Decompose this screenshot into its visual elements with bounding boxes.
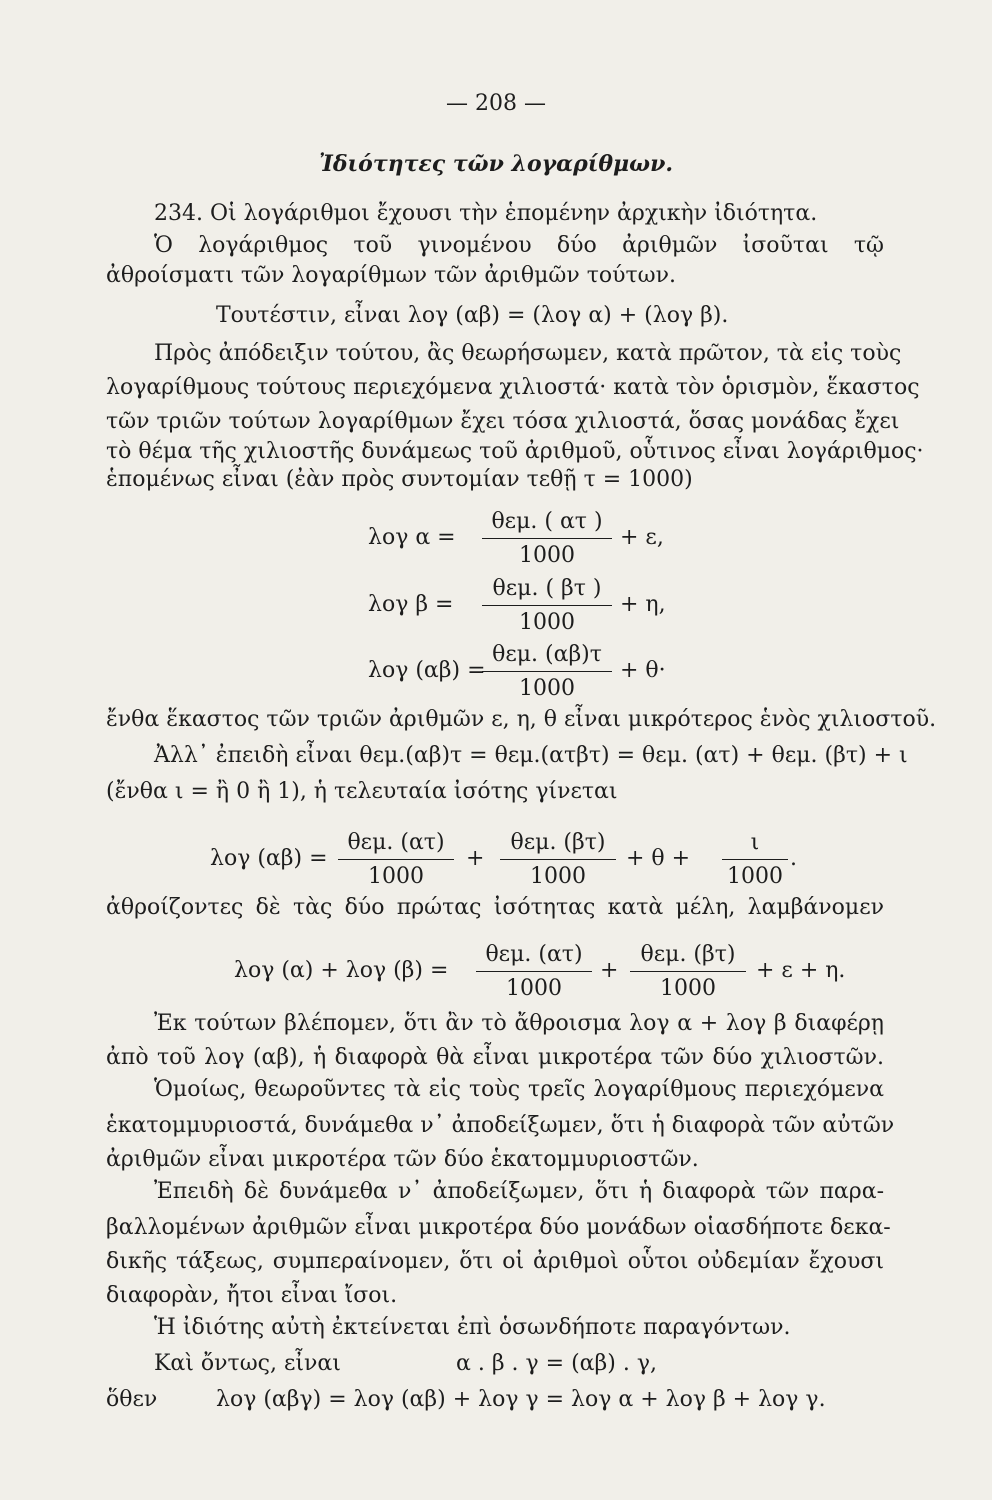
equation-2-numerator: θεμ. ( βτ ) [492, 576, 602, 601]
equation-4-fraction-2 [500, 829, 616, 891]
equation-5-end: + ε + η. [756, 958, 846, 983]
paragraph-234-line-3: ἀθροίσματι τῶν λογαρίθμων τῶν ἀριθμῶν τούτων. [106, 263, 676, 288]
similar-line-3: ἀριθμῶν εἶναι μικροτέρα τῶν δύο ἑκατομμυριοστῶν. [106, 1147, 699, 1172]
equation-1-numerator: θεμ. ( ατ ) [491, 509, 603, 534]
fraction-bar [482, 671, 612, 672]
equation-4-denominator-1: 1000 [368, 864, 424, 889]
equation-5-numerator-2: θεμ. (βτ) [640, 942, 736, 967]
equation-2-lhs: λογ β = [368, 592, 454, 617]
equation-2-fraction [482, 575, 612, 637]
equation-4-fraction-1 [338, 829, 454, 891]
equation-3-lhs: λογ (αβ) = [368, 658, 486, 683]
equation-4-end: . [790, 846, 797, 871]
equation-4-denominator-2: 1000 [530, 864, 586, 889]
equation-5-lhs: λογ (α) + λογ (β) = [234, 958, 449, 983]
proof-line-1: Πρὸς ἀπόδειξιν τούτου, ἂς θεωρήσωμεν, κατὰ πρῶτον, τὰ εἰς τοὺς [154, 341, 902, 366]
equation-3-denominator: 1000 [519, 676, 575, 701]
where-line-2: Ἀλλ᾽ ἐπειδὴ εἶναι θεμ.(αβ)τ = θεμ.(ατβτ) = θεμ. (ατ) + θεμ. (βτ) + ι [154, 743, 908, 768]
since-line-4: διαφορὰν, ἤτοι εἶναι ἴσοι. [106, 1283, 398, 1308]
fraction-bar [338, 859, 454, 860]
equation-4-numerator-3: ι [750, 830, 760, 855]
equation-4-numerator-2: θεμ. (βτ) [510, 830, 606, 855]
fraction-bar [476, 971, 592, 972]
equation-5-numerator-1: θεμ. (ατ) [485, 942, 583, 967]
fraction-bar [482, 605, 612, 606]
equation-4-lhs: λογ (αβ) = [210, 846, 328, 871]
proof-line-2: λογαρίθμους τούτους περιεχόμενα χιλιοστά· κατὰ τὸν ὁρισμὸν, ἕκαστος [106, 375, 920, 400]
section-heading: Ἰδιότητες τῶν λογαρίθμων. [318, 151, 673, 177]
similar-line-1: Ὁμοίως, θεωροῦντες τὰ εἰς τοὺς τρεῖς λογαρίθμους περιεχόμενα [154, 1077, 884, 1102]
fraction-bar [722, 859, 788, 860]
equation-4-fraction-3 [722, 829, 788, 891]
paragraph-234-line-2: Ὁ λογάριθμος τοῦ γινομένου δύο ἀριθμῶν ἰσοῦται τῷ [154, 233, 884, 258]
where-line-1: ἔνθα ἕκαστος τῶν τριῶν ἀριθμῶν ε, η, θ εἶναι μικρότερος ἑνὸς χιλιοστοῦ. [106, 707, 937, 732]
since-line-3: δικῆς τάξεως, συμπεραίνομεν, ὅτι οἱ ἀριθμοὶ οὗτοι οὐδεμίαν ἔχουσι [106, 1249, 884, 1274]
equation-3-rhs: + θ· [620, 658, 666, 683]
similar-line-2: ἑκατομμυριοστά, δυνάμεθα ν᾽ ἀποδείξωμεν, ὅτι ἡ διαφορὰ τῶν αὐτῶν [106, 1113, 895, 1138]
equation-4-denominator-3: 1000 [727, 864, 783, 889]
equation-4-numerator-1: θεμ. (ατ) [347, 830, 445, 855]
equation-2-denominator: 1000 [519, 610, 575, 635]
proof-line-5: ἑπομένως εἶναι (ἐὰν πρὸς συντομίαν τεθῇ τ = 1000) [106, 467, 693, 492]
page-number: — 208 — [446, 91, 546, 116]
since-line-2: βαλλομένων ἀριθμῶν εἶναι μικροτέρα δύο μονάδων οἱασδήποτε δεκα- [106, 1215, 891, 1240]
equation-5-denominator-2: 1000 [660, 976, 716, 1001]
indeed-equation: α . β . γ = (αβ) . γ, [456, 1351, 657, 1376]
equation-3-fraction [482, 641, 612, 703]
plus-sign: + [600, 958, 619, 983]
equation-5-denominator-1: 1000 [506, 976, 562, 1001]
fraction-bar [630, 971, 746, 972]
equation-1-rhs: + ε, [620, 525, 664, 550]
indeed-label: Καὶ ὄντως, εἶναι [154, 1351, 341, 1376]
equation-2-rhs: + η, [620, 592, 666, 617]
conclusion-line-1: Ἐκ τούτων βλέπομεν, ὅτι ἂν τὸ ἄθροισμα λογ α + λογ β διαφέρῃ [154, 1011, 884, 1036]
equation-1-lhs: λογ α = [368, 525, 456, 550]
since-line-1: Ἐπειδὴ δὲ δυνάμεθα ν᾽ ἀποδείξωμεν, ὅτι ἡ διαφορὰ τῶν παρα- [154, 1179, 884, 1204]
paragraph-234-line-1: 234. Οἱ λογάριθμοι ἔχουσι τὴν ἑπομένην ἀρχικὴν ἰδιότητα. [154, 201, 818, 226]
final-equation: λογ (αβγ) = λογ (αβ) + λογ γ = λογ α + λογ β + λογ γ. [216, 1387, 826, 1412]
equation-3-numerator: θεμ. (αβ)τ [492, 642, 602, 667]
proof-line-4: τὸ θέμα τῆς χιλιοστῆς δυνάμεως τοῦ ἀριθμοῦ, οὗτινος εἶναι λογάριθμος· [106, 439, 924, 464]
proof-line-3: τῶν τριῶν τούτων λογαρίθμων ἔχει τόσα χιλιοστά, ὅσας μονάδας ἔχει [106, 409, 900, 434]
conclusion-line-2: ἀπὸ τοῦ λογ (αβ), ἡ διαφορὰ θὰ εἶναι μικροτέρα τῶν δύο χιλιοστῶν. [106, 1045, 884, 1070]
equation-1-fraction [482, 508, 612, 570]
where-line-3: (ἔνθα ι = ἢ 0 ἢ 1), ἡ τελευταία ἰσότης γίνεται [106, 779, 618, 804]
equation-5-fraction-2 [630, 941, 746, 1003]
equation-1-denominator: 1000 [519, 543, 575, 568]
equation-4-middle: + θ + [626, 846, 691, 871]
equation-5-fraction-1 [476, 941, 592, 1003]
fraction-bar [500, 859, 616, 860]
fraction-bar [482, 538, 612, 539]
whence-label: ὅθεν [106, 1387, 158, 1412]
adding-line: ἀθροίζοντες δὲ τὰς δύο πρώτας ἰσότητας κατὰ μέλη, λαμβάνομεν [106, 895, 884, 920]
property-statement: Τουτέστιν, εἶναι λογ (αβ) = (λογ α) + (λογ β). [216, 303, 729, 328]
plus-sign: + [466, 846, 485, 871]
extension-line: Ἡ ἰδιότης αὐτὴ ἐκτείνεται ἐπὶ ὁσωνδήποτε παραγόντων. [154, 1315, 791, 1340]
